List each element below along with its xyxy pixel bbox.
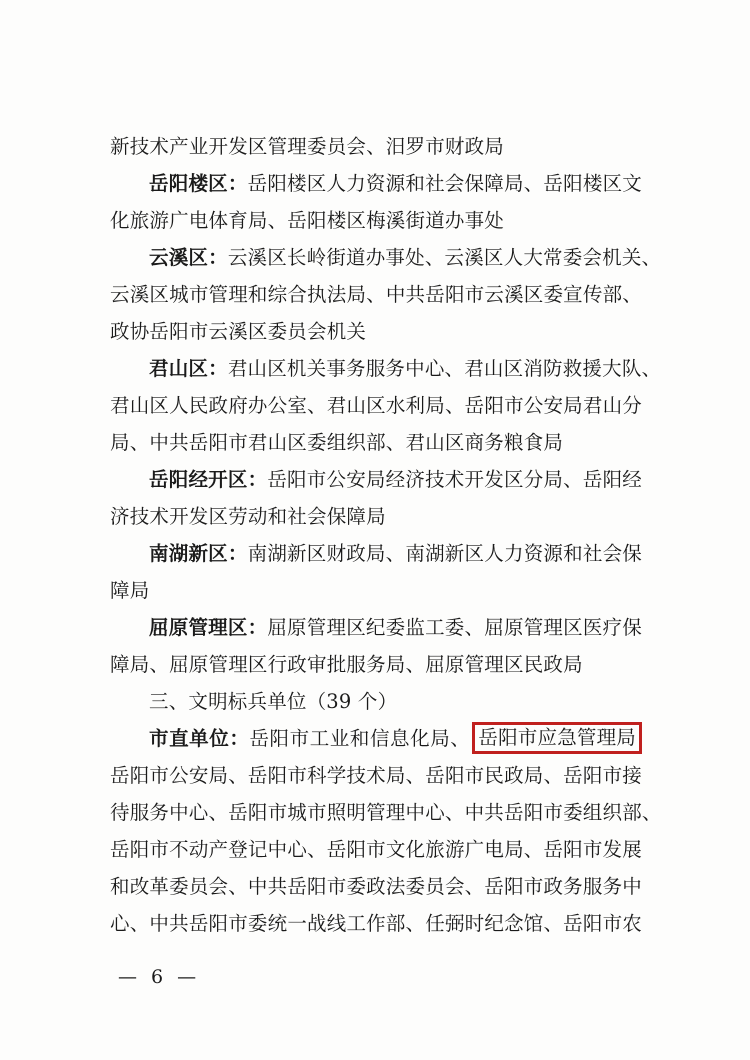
text-line	[110, 757, 642, 794]
text-line	[110, 831, 642, 868]
highlighted-unit-box: 岳阳市应急管理局	[472, 722, 642, 754]
line-text: 岳阳市公安局经济技术开发区分局、岳阳经	[267, 468, 642, 491]
heading-text: 三、文明标兵单位（39 个）	[149, 690, 398, 713]
text-line	[110, 424, 642, 461]
line-text: 君山区机关事务服务中心、君山区消防救援大队、	[227, 357, 662, 380]
district-paragraph-junshan	[110, 350, 662, 387]
line-text: 云溪区城市管理和综合执法局、中共岳阳市云溪区委宣传部、	[110, 283, 642, 306]
text-line	[110, 498, 642, 535]
district-label: 岳阳楼区：	[149, 172, 248, 195]
district-label: 云溪区：	[149, 246, 228, 269]
unit-paragraph-city	[110, 720, 642, 757]
district-label: 屈原管理区：	[149, 616, 268, 639]
text-line	[110, 128, 642, 165]
text-line	[110, 313, 642, 350]
text-line	[110, 905, 642, 942]
line-text: 政协岳阳市云溪区委员会机关	[110, 320, 367, 343]
line-text: 济技术开发区劳动和社会保障局	[110, 505, 386, 528]
district-paragraph-jingkai	[110, 461, 642, 498]
district-paragraph-quyuan	[110, 609, 642, 646]
line-text: 障局、屈原管理区行政审批服务局、屈原管理区民政局	[110, 653, 583, 676]
line-text: 岳阳市不动产登记中心、岳阳市文化旅游广电局、岳阳市发展	[110, 838, 642, 861]
line-text: 君山区人民政府办公室、君山区水利局、岳阳市公安局君山分	[110, 394, 642, 417]
line-text: 南湖新区财政局、南湖新区人力资源和社会保	[247, 542, 642, 565]
line-text: 和改革委员会、中共岳阳市委政法委员会、岳阳市政务服务中	[110, 875, 642, 898]
line-text: 屈原管理区纪委监工委、屈原管理区医疗保	[267, 616, 642, 639]
text-line	[110, 202, 642, 239]
line-text: 岳阳楼区人力资源和社会保障局、岳阳楼区文	[247, 172, 642, 195]
text-line	[110, 387, 642, 424]
line-text: 化旅游广电体育局、岳阳楼区梅溪街道办事处	[110, 209, 505, 232]
document-body	[110, 128, 662, 942]
text-line	[110, 868, 642, 905]
line-text: 岳阳市公安局、岳阳市科学技术局、岳阳市民政局、岳阳市接	[110, 764, 642, 787]
line-text: 新技术产业开发区管理委员会、汨罗市财政局	[110, 135, 505, 158]
line-text: 云溪区长岭街道办事处、云溪区人大常委会机关、	[227, 246, 662, 269]
text-line	[110, 572, 642, 609]
page-number: — 6 —	[118, 966, 201, 988]
text-line	[110, 646, 642, 683]
line-text: 待服务中心、岳阳市城市照明管理中心、中共岳阳市委组织部、	[110, 801, 662, 824]
district-paragraph-yueyanglou	[110, 165, 642, 202]
unit-label: 市直单位：	[149, 727, 250, 750]
district-label: 岳阳经开区：	[149, 468, 268, 491]
district-paragraph-yunxi	[110, 239, 662, 276]
section-heading	[110, 683, 642, 720]
line-text: 障局	[110, 579, 150, 602]
line-text: 岳阳市工业和信息化局、	[249, 727, 471, 750]
line-text: 局、中共岳阳市君山区委组织部、君山区商务粮食局	[110, 431, 564, 454]
district-label: 君山区：	[149, 357, 228, 380]
district-paragraph-nanhu	[110, 535, 642, 572]
text-line	[110, 276, 642, 313]
line-text: 心、中共岳阳市委统一战线工作部、任弼时纪念馆、岳阳市农	[110, 912, 642, 935]
text-line	[110, 794, 662, 831]
district-label: 南湖新区：	[149, 542, 248, 565]
